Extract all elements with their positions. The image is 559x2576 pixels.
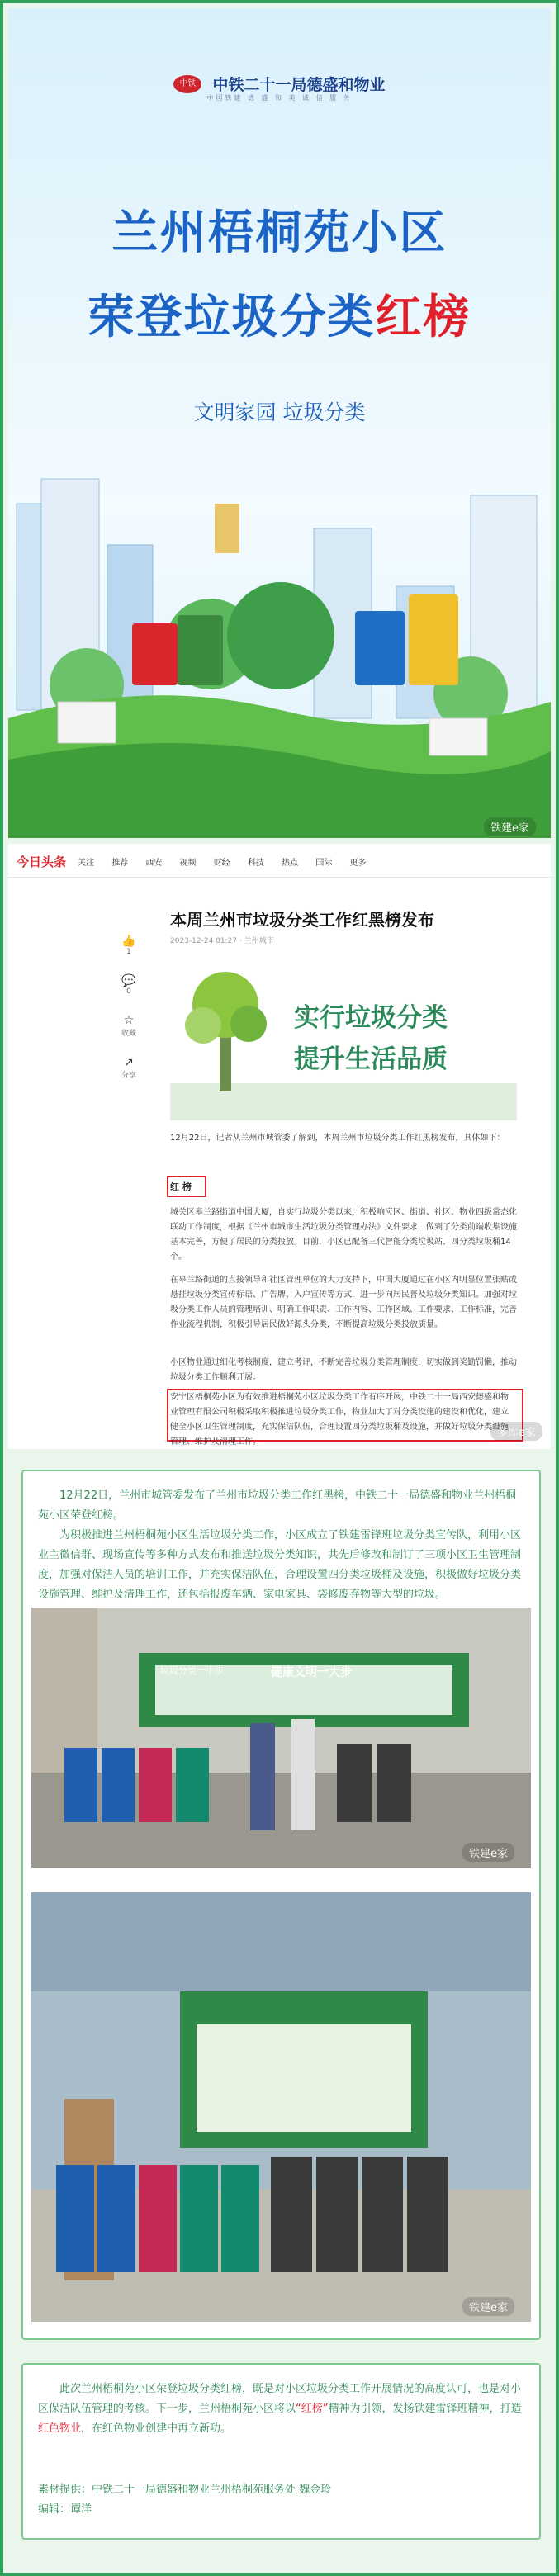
star-icon: ☆ (123, 1014, 135, 1027)
photo-banner-text: 健康文明一大步 (271, 1666, 352, 1679)
news-nav-items (78, 855, 381, 868)
credit-source: 素材提供：中铁二十一局德盛和物业兰州梧桐苑服务处 魏金玲 (38, 2484, 332, 2496)
nav-item[interactable]: 更多 (349, 859, 367, 868)
banner-tagline: 文明家园 垃圾分类 (193, 400, 366, 424)
article-side-actions (114, 935, 144, 1098)
title-highlight: 红榜 (375, 291, 471, 344)
yellow-bin-icon (409, 594, 458, 685)
highlight-red-list: “红榜” (296, 2403, 329, 2415)
highlight-red-property: 红色物业 (38, 2422, 82, 2435)
story-panel-1 (21, 1470, 541, 2340)
like-count: 1 (126, 948, 131, 956)
hero-line1: 实行垃圾分类 (294, 1003, 448, 1033)
nav-item[interactable]: 视频 (179, 859, 197, 868)
banner-title-line2 (8, 281, 551, 347)
red-bin-icon (132, 623, 178, 685)
watermark: 铁建e家 (484, 817, 536, 836)
nav-item[interactable]: 国际 (315, 859, 333, 868)
article-meta: 2023-12-24 01:27 · 兰州城市 (170, 937, 274, 945)
article-para-1: 12月22日，记者从兰州市城管委了解到，本周兰州市垃圾分类工作红黑榜发布，具体如下： (170, 1134, 505, 1143)
logo-text: 中铁二十一局德盛和物业 (212, 76, 386, 94)
article-para-3: 在皋兰路街道的直接领导和社区管理单位的大力支持下，中国大厦通过在小区内明显位置张贴或悬挂垃圾分类宣传标语、广告牌、入户宣传等方式，进一步向居民普及垃圾分类知识。加强对垃圾分类工作人员的管理培训、明确工作职责、工作内容、工作区域、工作要求、工作标准，完善作业流程机制，积极引导居民做好源头分类，不断提高垃圾分类投放质量。 (170, 1276, 517, 1329)
closing-paragraph (38, 2379, 525, 2439)
news-screenshot (8, 844, 551, 1449)
credits (38, 2480, 331, 2520)
article-hero-image (170, 959, 517, 1120)
closing-text-c: ，在红色物业创建中再立新功。 (81, 2422, 232, 2435)
sorting-station-photo-1 (31, 1608, 531, 1868)
hero-banner (8, 8, 551, 838)
nav-item[interactable]: 西安 (145, 859, 163, 868)
nav-item[interactable]: 推荐 (111, 859, 129, 868)
favorite-button[interactable] (114, 1014, 144, 1038)
red-list-label: 红 榜 (170, 1181, 192, 1192)
story-panel-2 (21, 2363, 541, 2540)
share-icon: ↗ (124, 1056, 134, 1069)
nav-item[interactable]: 关注 (78, 859, 94, 868)
title-prefix: 荣登垃圾分类 (88, 291, 376, 344)
comment-icon: 💬 (121, 974, 136, 987)
story-para-2: 为积极推进兰州梧桐苑小区生活垃圾分类工作，小区成立了铁建雷锋班垃圾分类宣传队，利用小区业主微信群、现场宣传等多种方式发布和推送垃圾分类知识，共先后修改和制订了三项小区卫生管理制度，加强对保洁人员的培训工作，并充实保洁队伍，合理设置四分类垃圾桶及设施，积极做好垃圾分类设施管理、维护及清理工作，还包括报废车辆、家电家具、袋修废弃物等大型的垃圾。 (38, 1529, 522, 1601)
logo-mark: 中铁 (173, 75, 201, 93)
closing-text-a: 此次兰州梧桐苑小区荣登垃圾分类红榜，既是对小区垃圾分类工作开展情况的高度认可，也是对小区保洁队伍管理的考核。下一步，兰州梧桐苑小区将以 (38, 2383, 522, 2415)
photo-watermark-1: 铁建e家 (462, 1843, 514, 1862)
photo-watermark-2: 铁建e家 (462, 2297, 514, 2316)
photo-banner-text-2: 垃圾分类一小步 (160, 1665, 224, 1676)
banner-title-line1: 兰州梧桐苑小区 (111, 206, 448, 260)
closing-text-b: 精神为引领，发扬铁建雷锋班精神，打造 (328, 2403, 522, 2415)
article-title: 本周兰州市垃圾分类工作红黑榜发布 (170, 910, 434, 930)
nav-item[interactable]: 科技 (247, 859, 264, 868)
nav-item[interactable]: 热点 (282, 859, 299, 868)
credit-editor: 编辑：谭洋 (38, 2503, 92, 2516)
favorite-label: 收藏 (121, 1030, 136, 1038)
hero-line2: 提升生活品质 (294, 1044, 448, 1074)
company-logo (8, 73, 551, 95)
news-navbar (8, 844, 551, 878)
nav-item[interactable]: 财经 (213, 859, 230, 868)
green-bin-icon (178, 615, 223, 685)
like-icon: 👍 (121, 935, 136, 948)
screenshot-watermark: 多库e家 (490, 1422, 542, 1441)
article-para-2: 城关区皋兰路街道中国大厦，自实行垃圾分类以来，积极响应区、街道、社区、物业四级常态化联动工作制度，根据《兰州市城市生活垃圾分类管理办法》文件要求，做到了分类前端收集设施基本完善，方便了居民的分类投放。目前，小区已配备三代智能分类垃圾站、四分类垃圾桶14个。 (170, 1208, 517, 1262)
comment-count: 0 (126, 987, 131, 996)
sorting-station-photo-2 (31, 1892, 531, 2322)
logo-subtitle: 中国铁建 德 盛 和 美 诚 信 服 务 (206, 94, 353, 102)
blue-bin-icon (355, 611, 405, 685)
story-para-1: 12月22日，兰州市城管委发布了兰州市垃圾分类工作红黑榜，中铁二十一局德盛和物业兰州梧桐苑小区荣登红榜。 (38, 1489, 517, 1522)
share-label: 分享 (121, 1072, 136, 1080)
news-brand[interactable]: 今日头条 (17, 855, 67, 869)
like-button[interactable] (114, 935, 144, 956)
comment-button[interactable] (114, 974, 144, 996)
city-scene-illustration (8, 471, 551, 838)
share-button[interactable] (114, 1056, 144, 1080)
article-para-5: 安宁区梧桐苑小区为有效推进梧桐苑小区垃圾分类工作有序开展，中铁二十一局西安德盛和物业管理有限公司积极采取积极推进垃圾分类工作，物业加大了对分类设施的建设和优化，建立健全小区卫生管理制度，充实保洁队伍，合理设置四分类垃圾桶及设施，并做好垃圾分类设施管理、维护及清理工作。 (170, 1393, 509, 1447)
article-para-4: 小区物业通过细化考核制度，建立考评，不断完善垃圾分类管理制度，切实做到奖勤罚懒，推动垃圾分类工作顺利开展。 (170, 1358, 517, 1382)
